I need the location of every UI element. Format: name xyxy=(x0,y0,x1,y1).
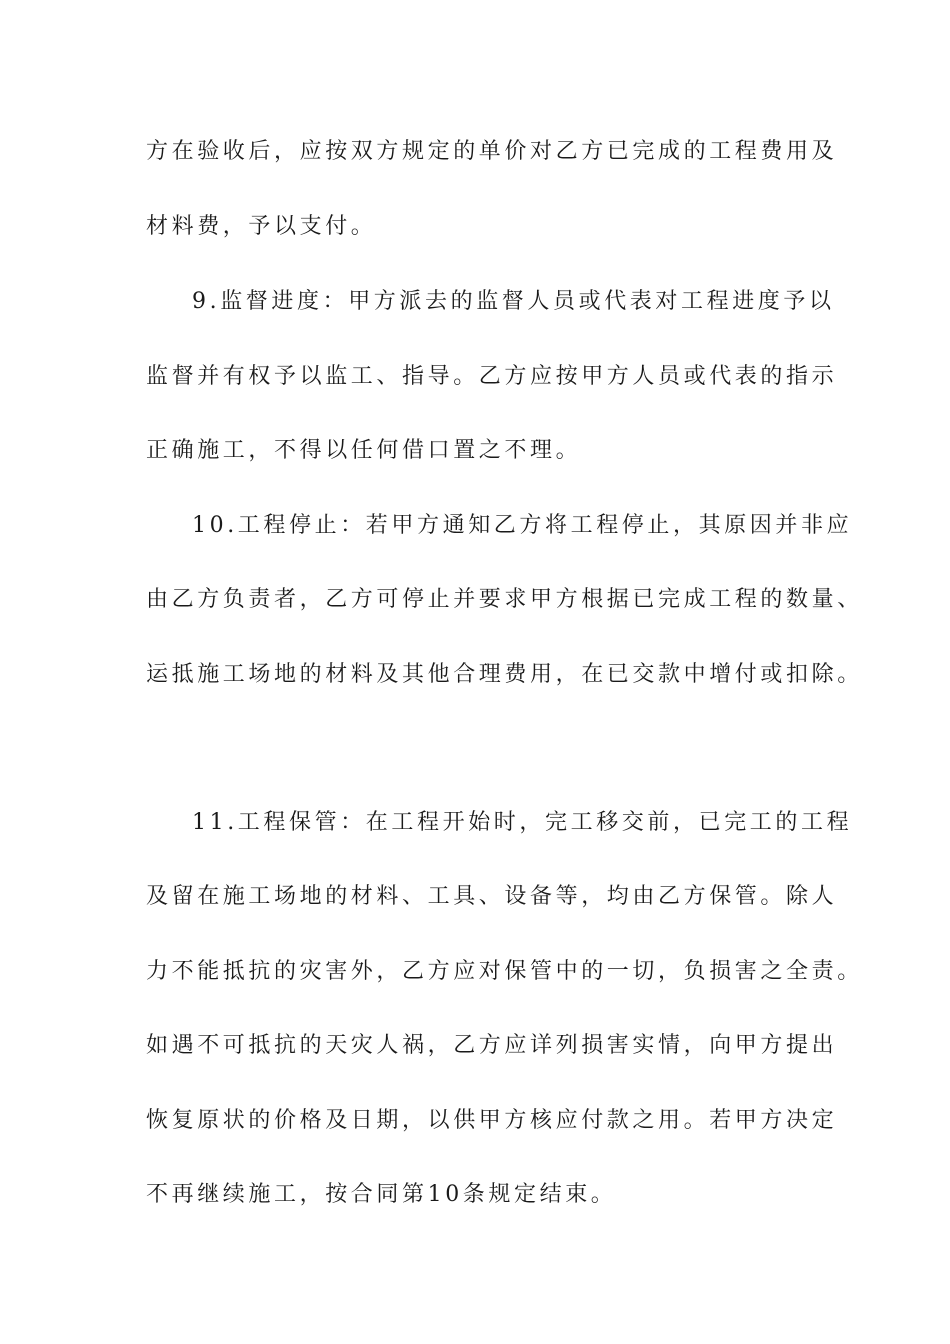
clause-11-line: 及留在施工场地的材料、工具、设备等，均由乙方保管。除人 xyxy=(146,884,838,909)
clause-10-line: 10.工程停止：若甲方通知乙方将工程停止，其原因并非应 xyxy=(192,513,853,538)
clause-9-line: 监督并有权予以监工、指导。乙方应按甲方人员或代表的指示 xyxy=(146,364,838,389)
clause-11-line: 如遇不可抵抗的天灾人祸，乙方应详列损害实情，向甲方提出 xyxy=(146,1033,838,1058)
paragraph-line: 材料费，予以支付。 xyxy=(146,214,377,239)
paragraph-line: 方在验收后，应按双方规定的单价对乙方已完成的工程费用及 xyxy=(146,139,838,164)
clause-11-line: 恢复原状的价格及日期，以供甲方核应付款之用。若甲方决定 xyxy=(146,1108,838,1133)
clause-10-line: 运抵施工场地的材料及其他合理费用，在已交款中增付或扣除。 xyxy=(146,662,863,687)
clause-11-line: 11.工程保管：在工程开始时，完工移交前，已完工的工程 xyxy=(192,810,853,835)
clause-9-line: 正确施工，不得以任何借口置之不理。 xyxy=(146,438,582,463)
clause-9-line: 9.监督进度：甲方派去的监督人员或代表对工程进度予以 xyxy=(192,289,835,314)
clause-11-line: 力不能抵抗的灾害外，乙方应对保管中的一切，负损害之全责。 xyxy=(146,959,863,984)
clause-11-line: 不再继续施工，按合同第10条规定结束。 xyxy=(146,1182,617,1207)
clause-10-line: 由乙方负责者，乙方可停止并要求甲方根据已完成工程的数量、 xyxy=(146,587,863,612)
